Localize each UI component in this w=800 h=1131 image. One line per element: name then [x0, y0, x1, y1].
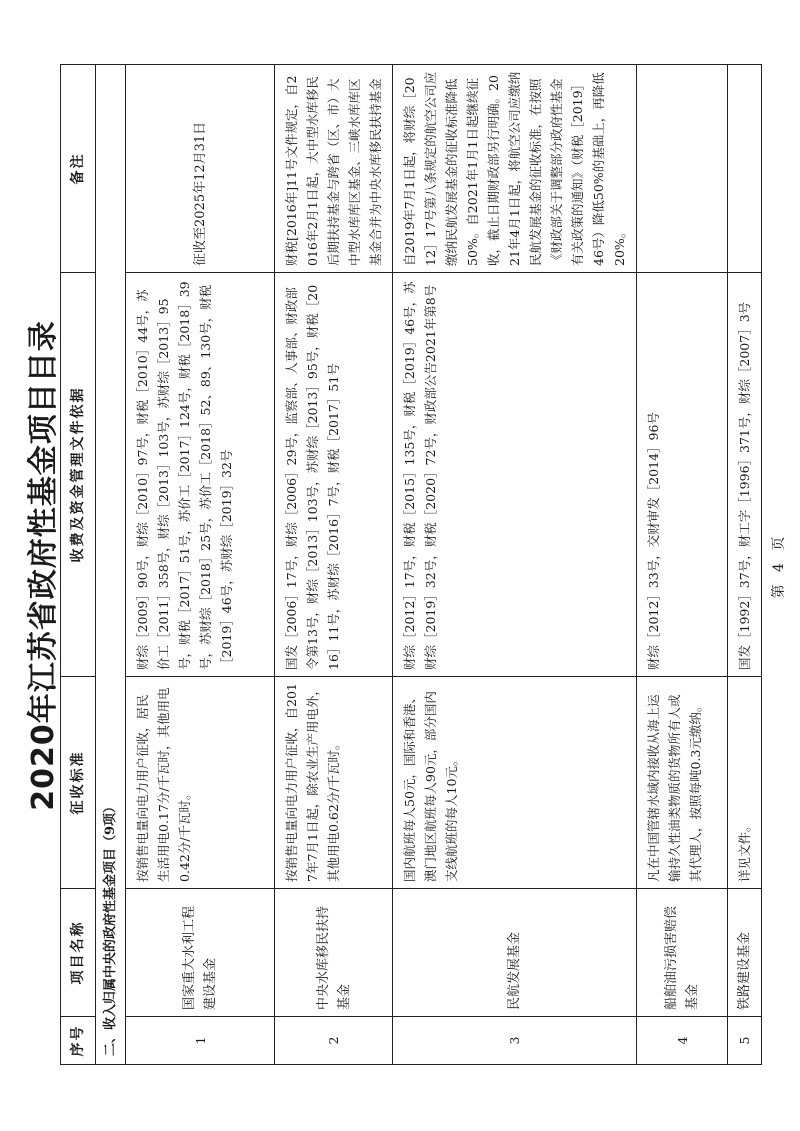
- section-title: 二、收入归属中央的政府性基金项目（9项）: [96, 65, 126, 1065]
- section-row: [96, 65, 126, 1065]
- cell-standard: 国内航班每人50元，国际和香港、澳门地区航班每人90元，部分国内支线航班的每人10元。: [393, 677, 637, 889]
- header-seq: 序号: [61, 1017, 96, 1065]
- header-name: 项目名称: [61, 889, 96, 1017]
- cell-seq: 4: [637, 1017, 728, 1065]
- table-row: [275, 65, 393, 1065]
- header-standard: 征收标准: [61, 677, 96, 889]
- cell-remark: 征收至2025年12月31日: [126, 65, 275, 273]
- cell-remark: 自2019年7月1日起，将财综［2012］17号第八条规定的航空公司应缴纳民航发展基金的征收标准降低50%。自2021年1月1日起继续征收，截止日期财政部另行明确。2021年4月1日起，将航空公司应缴纳民航发展基金的征收标准，在按照《财政部关于调整部分政府性基金有关政策的通知》（财税［2019］46号）降低50%的基础上，再降低20%。: [393, 65, 637, 273]
- cell-basis: 财综［2012］17号，财税［2015］135号，财税［2019］46号，苏财综［2019］32号，财税［2020］72号，财政部公告2021年第8号: [393, 273, 637, 677]
- cell-seq: 5: [728, 1017, 762, 1065]
- cell-name: 中央水库移民扶持基金: [275, 889, 393, 1017]
- cell-remark: 财税[2016年]11号文件规定，自2016年2月1日起，大中型水库移民后期扶持基金与跨省（区、市）大中型水库库区基金、三峡水库库区基金合并为中央水库移民扶持基金: [275, 65, 393, 273]
- cell-remark: [637, 65, 728, 273]
- cell-basis: 财综［2009］90号，财综［2010］97号，财税［2010］44号，苏价工［2011］358号，财综［2013］103号，苏财综［2013］95号，财税［2017］51号，苏价工［2017］124号，财税［2018］39号，苏财综［2018］25号，苏价工［2018］52、89、130号，财税［2019］46号，苏财综［2019］32号: [126, 273, 275, 677]
- cell-basis: 财综［2012］33号，交财审发［2014］96号: [637, 273, 728, 677]
- cell-name: 船舶油污损害赔偿基金: [637, 889, 728, 1017]
- cell-name: 铁路建设基金: [728, 889, 762, 1017]
- cell-remark: [728, 65, 762, 273]
- cell-basis: 国发［1992］37号，财工字［1996］371号，财综［2007］3号: [728, 273, 762, 677]
- cell-seq: 1: [126, 1017, 275, 1065]
- header-basis: 收费及资金管理文件依据: [61, 273, 96, 677]
- table-row: [728, 65, 762, 1065]
- cell-standard: 按销售电量向电力用户征收，居民生活用电0.17分/千瓦时，其他用电0.42分/千瓦时。: [126, 677, 275, 889]
- table-row: [637, 65, 728, 1065]
- cell-basis: 国发［2006］17号，财综［2006］29号，监察部、人事部、财政部令第13号，财综［2013］103号，苏财综［2013］95号，财税［2016］11号，苏财综［2016］7号，财税［2017］51号: [275, 273, 393, 677]
- fund-table: [60, 64, 762, 1065]
- cell-name: 民航发展基金: [393, 889, 637, 1017]
- page-title: 2020年江苏省政府性基金项目目录: [26, 320, 61, 811]
- table-row: [126, 65, 275, 1065]
- table-row: [393, 65, 637, 1065]
- cell-standard: 按销售电量向电力用户征收，自2017年7月1日起，除农业生产用电外，其他用电0.62分/千瓦时。: [275, 677, 393, 889]
- cell-seq: 3: [393, 1017, 637, 1065]
- cell-seq: 2: [275, 1017, 393, 1065]
- header-remark: 备注: [61, 65, 96, 273]
- page-number: 第 4 页: [771, 532, 787, 599]
- cell-standard: 详见文件。: [728, 677, 762, 889]
- cell-name: 国家重大水利工程建设基金: [126, 889, 275, 1017]
- cell-standard: 凡在中国管辖水域内接收从海上运输持久性油类物质的货物所有人或其代理人，按照每吨0.3元缴纳。: [637, 677, 728, 889]
- table-header-row: [61, 65, 96, 1065]
